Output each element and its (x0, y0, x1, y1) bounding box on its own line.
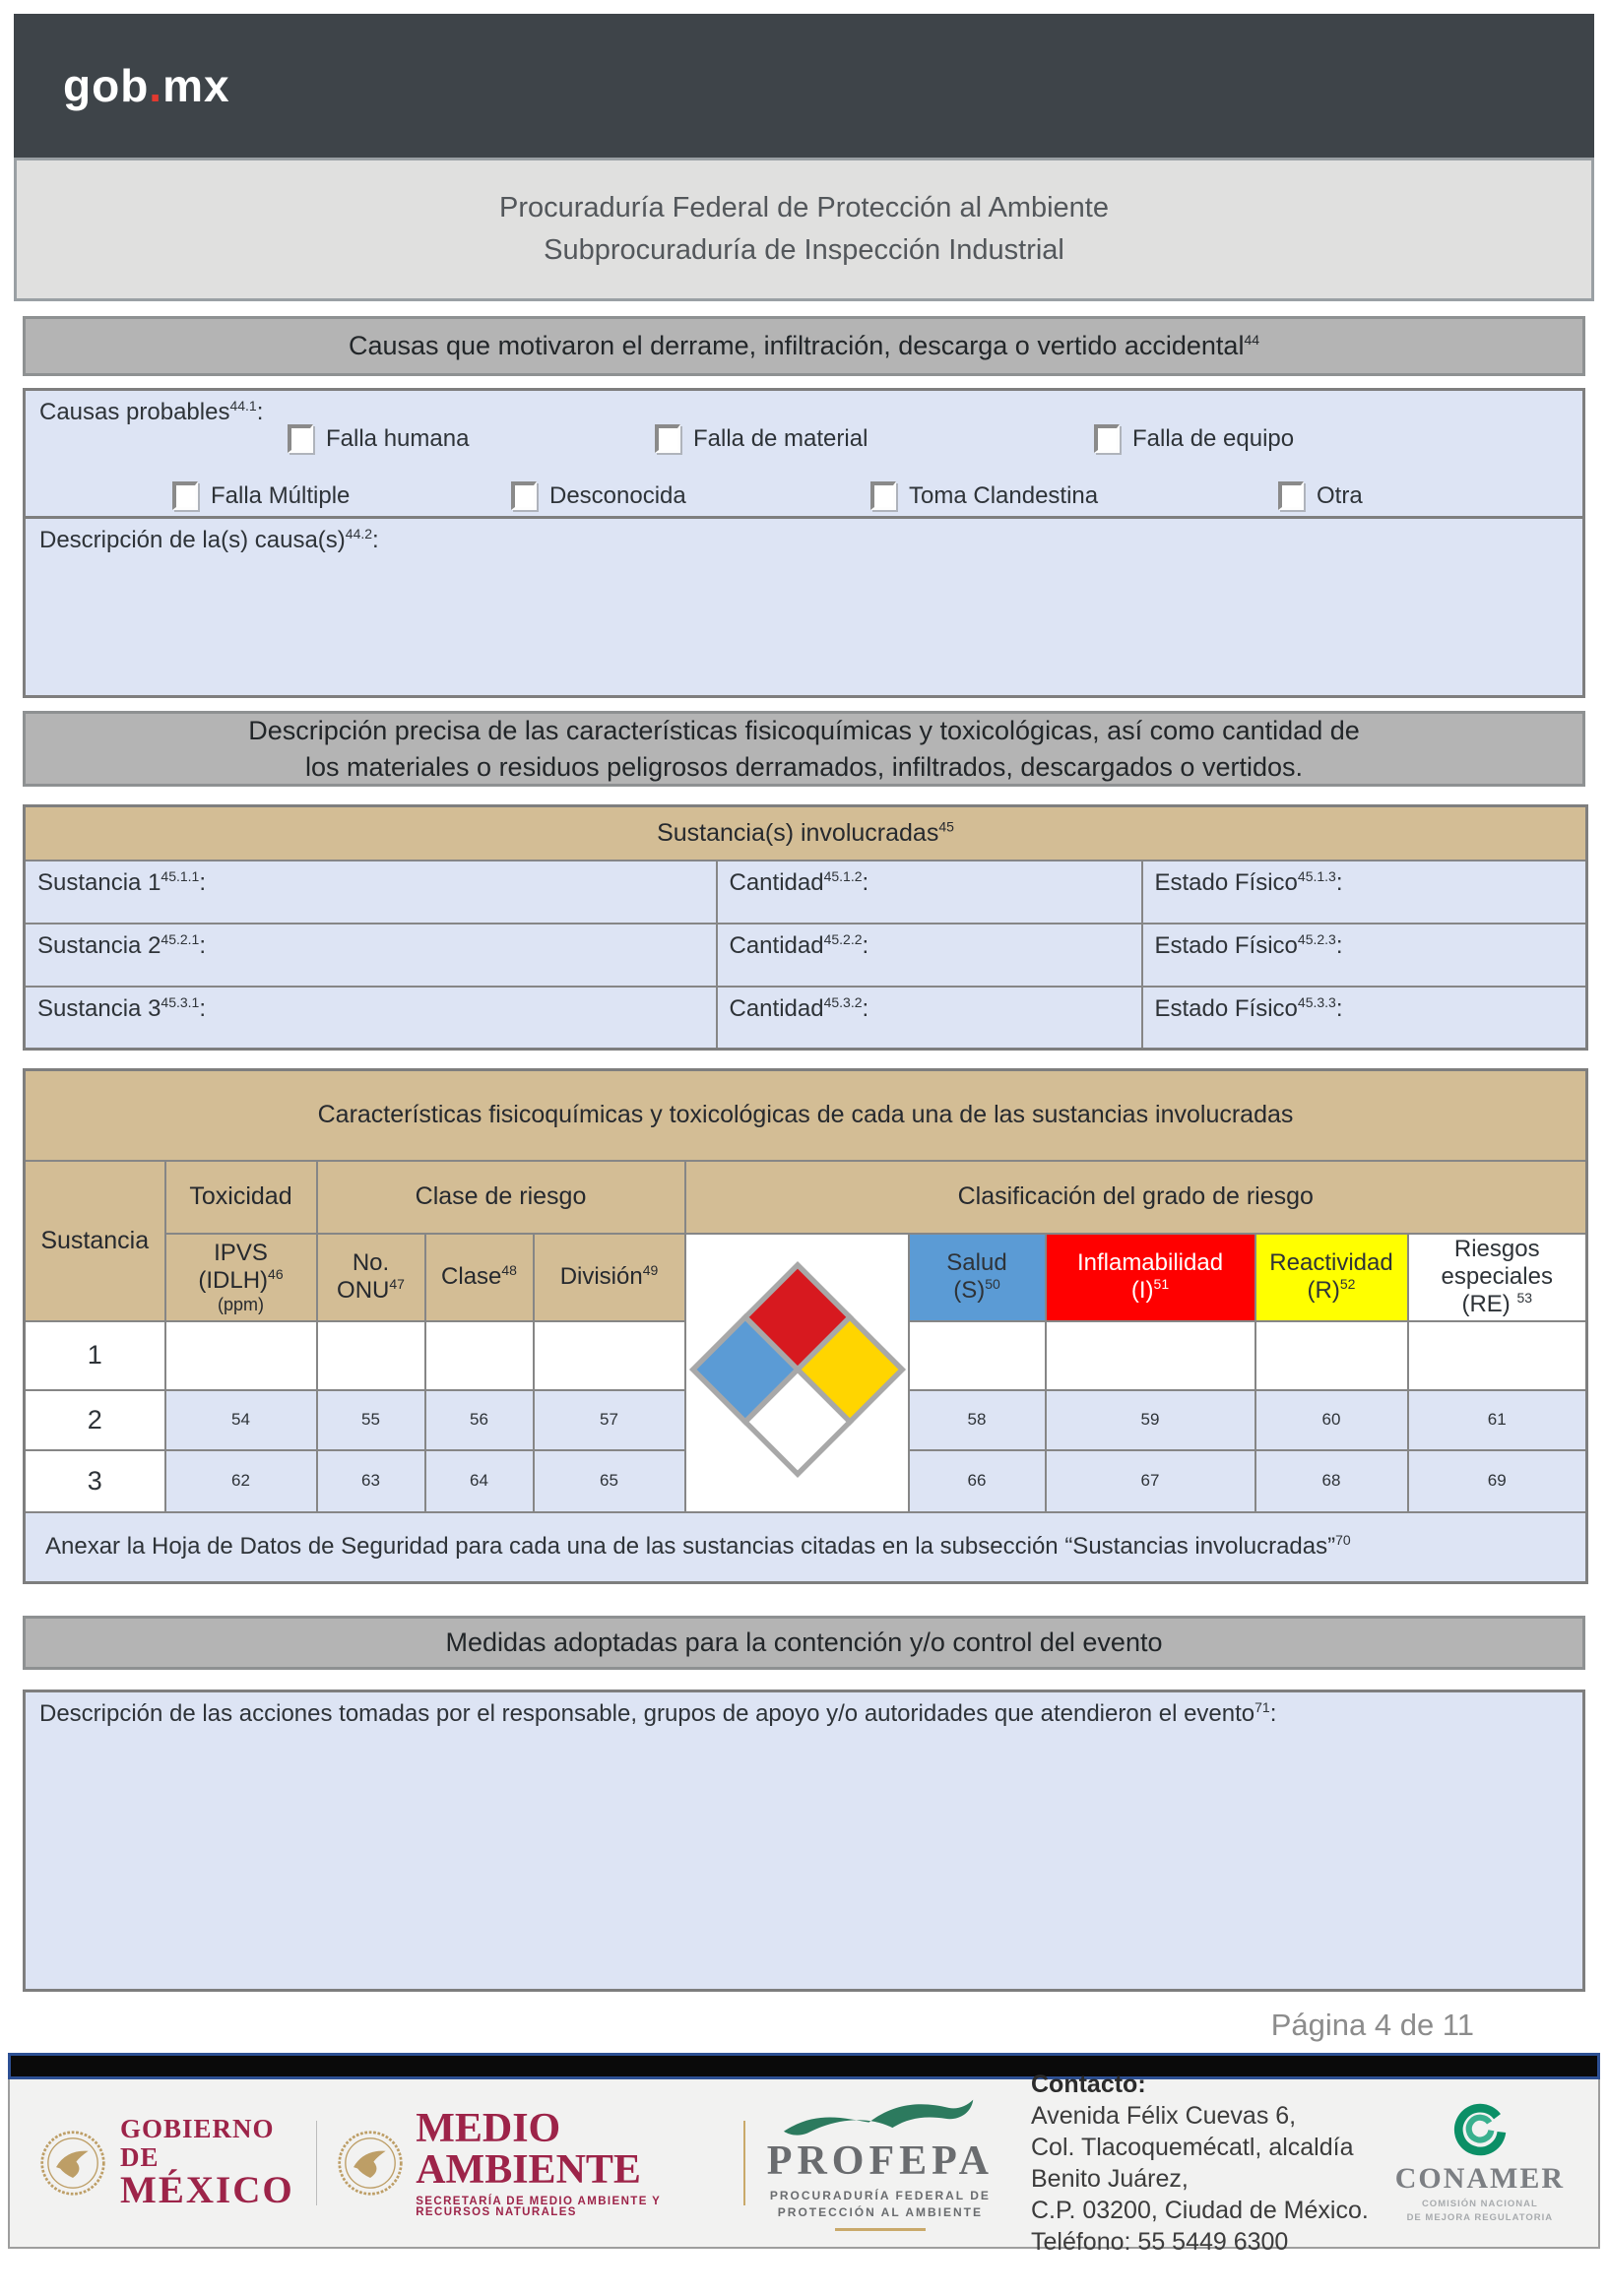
agency-band (14, 158, 1594, 301)
section-title-descripcion-line1: Descripción precisa de las características fisicoquímicas y toxicológicas, así como cantidad de (248, 716, 1360, 746)
row-1-number: 1 (25, 1321, 165, 1390)
header-inflamabilidad: Inflamabilidad $(I)^{51}$ (1046, 1234, 1255, 1321)
header-clase: Clase$^{48}$ (425, 1234, 534, 1321)
header-division: División$^{49}$ (534, 1234, 685, 1321)
desconocida-label: Desconocida (549, 481, 686, 509)
section-title-medidas: Medidas adoptadas para la contención y/o control del evento (445, 1627, 1163, 1658)
profepa-subtitle: PROCURADURÍA FEDERAL DE PROTECCIÓN AL AMBIENTE (769, 2188, 991, 2219)
cantidad-1-field[interactable] (717, 861, 1142, 924)
checkbox-item-falla-de-equipo (1094, 424, 1294, 453)
cause-description-area (26, 519, 1582, 695)
row1-inflamabilidad-field[interactable] (1046, 1321, 1255, 1390)
cantidad-2-field[interactable] (717, 924, 1142, 987)
sustancias-table (23, 804, 1588, 1051)
checkbox-item-otra (1278, 481, 1363, 510)
sustancia-2-field[interactable] (25, 924, 717, 987)
profepa-logo (767, 2095, 994, 2232)
sustancia-1-label: Sustancia $1^{45.1.1}$: (37, 867, 207, 896)
estado-fisico-3-label: Estado Físico$^{45.3.3}$: (1154, 993, 1343, 1022)
row2-salud-field[interactable]: 58 (909, 1390, 1046, 1450)
checkbox-item-desconocida (511, 481, 686, 510)
footer-divider (316, 2121, 317, 2205)
table-row (25, 987, 1587, 1050)
contact-line-3: C.P. 03200, Ciudad de México. (1031, 2197, 1369, 2224)
contact-block (1031, 2069, 1395, 2258)
agency-line-1: Procuraduría Federal de Protección al Ambiente (498, 192, 1109, 223)
section-title-descripcion-line2: los materiales o residuos peligrosos derramados, infiltrados, descargados o vertidos. (304, 751, 1303, 782)
row2-clase-field[interactable]: 56 (425, 1390, 534, 1450)
row-2-number: 2 (25, 1390, 165, 1450)
header-no-onu: No. ONU$^{47}$ (317, 1234, 425, 1321)
probable-causes-label: Causas probables$^{44.1}$: (39, 398, 264, 425)
checkbox-item-toma-clandestina (870, 481, 1098, 510)
header-ipvs: IPVS (IDLH)$^{46}$ (ppm) (165, 1234, 317, 1321)
profepa-underline (835, 2228, 926, 2231)
top-bar (14, 14, 1594, 158)
row1-onu-field[interactable] (317, 1321, 425, 1390)
row-3-number: 3 (25, 1450, 165, 1512)
row3-reactividad-field[interactable]: 68 (1255, 1450, 1408, 1512)
toma-clandestina-checkbox[interactable] (870, 481, 896, 510)
header-toxicidad: Toxicidad (165, 1161, 317, 1234)
checkbox-item-falla-humana (288, 424, 469, 453)
header-reactividad: Reactividad $(R)^{52}$ (1255, 1234, 1408, 1321)
header-riesgos-especiales: Riesgos especiales (RE) $^{53}$ (1408, 1234, 1587, 1321)
gobierno-seal-icon (39, 2118, 106, 2208)
header-sustancia: Sustancia (25, 1161, 165, 1321)
estado-fisico-1-label: Estado Físico$^{45.1.3}$: (1154, 867, 1343, 896)
nfpa-diamond-icon (686, 1258, 909, 1481)
caracteristicas-title: Características fisicoquímicas y toxicológicas de cada una de las sustancias involucradas (25, 1070, 1587, 1161)
estado-fisico-2-field[interactable] (1142, 924, 1587, 987)
header-clasificacion-grado-riesgo: Clasificación del grado de riesgo (685, 1161, 1587, 1234)
header-salud: Salud $(S)^{50}$ (909, 1234, 1046, 1321)
cause-description-label: Descripción de la(s) $causa(s)^{44.2}$: (39, 526, 379, 553)
conamer-logo (1395, 2101, 1565, 2226)
row1-riesgos-field[interactable] (1408, 1321, 1587, 1390)
falla-humana-checkbox[interactable] (288, 424, 313, 453)
sustancia-1-field[interactable] (25, 861, 717, 924)
cause-description-input[interactable] (26, 562, 1582, 695)
row3-onu-field[interactable]: 63 (317, 1450, 425, 1512)
otra-checkbox[interactable] (1278, 481, 1304, 510)
checkbox-item-falla-multiple (172, 481, 350, 510)
nfpa-diamond-cell (685, 1234, 909, 1512)
row3-division-field[interactable]: 65 (534, 1450, 685, 1512)
falla-multiple-checkbox[interactable] (172, 481, 198, 510)
footer (8, 2071, 1600, 2256)
row1-ipvs-field[interactable] (165, 1321, 317, 1390)
row2-reactividad-field[interactable]: 60 (1255, 1390, 1408, 1450)
falla-humana-label: Falla humana (326, 424, 470, 452)
gobmx-logo-dot: . (149, 60, 163, 111)
safety-data-sheet-note: Anexar la Hoja de Datos de Seguridad para cada una de las sustancias citadas en la subsección “Sustancias involucradas”$^{70}$ (25, 1512, 1587, 1583)
sustancias-table-title: Sustancia(s) involucradas$^{45}$ (25, 806, 1587, 861)
row2-ipvs-field[interactable]: 54 (165, 1390, 317, 1450)
row1-reactividad-field[interactable] (1255, 1321, 1408, 1390)
row2-riesgos-field[interactable]: 61 (1408, 1390, 1587, 1450)
contact-line-2: Col. Tlacoquemécatl, alcaldía Benito Juárez, (1031, 2134, 1354, 2193)
otra-label: Otra (1317, 481, 1363, 509)
toma-clandestina-label: Toma Clandestina (909, 481, 1099, 509)
falla-de-material-checkbox[interactable] (655, 424, 680, 453)
cantidad-3-label: Cantidad$^{45.3.2}$: (729, 993, 869, 1022)
table-row (25, 861, 1587, 924)
estado-fisico-1-field[interactable] (1142, 861, 1587, 924)
desconocida-checkbox[interactable] (511, 481, 537, 510)
estado-fisico-2-label: Estado Físico$^{45.2.3}$: (1154, 930, 1343, 959)
table-row (25, 1161, 1587, 1234)
header-clase-de-riesgo: Clase de riesgo (317, 1161, 685, 1234)
gobmx-logo-mx: mx (162, 60, 230, 111)
page-number: Página 4 de 11 (1270, 2008, 1474, 2042)
gobierno-de-mexico-logo (120, 2115, 294, 2211)
caracteristicas-table (23, 1068, 1588, 1584)
row2-division-field[interactable]: 57 (534, 1390, 685, 1450)
row3-clase-field[interactable]: 64 (425, 1450, 534, 1512)
estado-fisico-3-field[interactable] (1142, 987, 1587, 1050)
row2-onu-field[interactable]: 55 (317, 1390, 425, 1450)
row3-ipvs-field[interactable]: 62 (165, 1450, 317, 1512)
row1-clase-field[interactable] (425, 1321, 534, 1390)
measures-description-label: Descripción de las acciones tomadas por el responsable, grupos de apoyo y/o autoridades que atendieron el evento$^{71}$: (39, 1699, 1277, 1727)
falla-multiple-label: Falla Múltiple (211, 481, 351, 509)
probable-causes-area (26, 391, 1582, 519)
contact-line-1: Avenida Félix Cuevas 6, (1031, 2102, 1297, 2130)
contact-heading: Contacto: (1031, 2071, 1146, 2098)
medio-ambiente-logo (416, 2105, 719, 2219)
row3-inflamabilidad-field[interactable]: 67 (1046, 1450, 1255, 1512)
section-title-causas: Causas que motivaron el derrame, infiltración, descarga o vertido accidental$^{44}$ (348, 331, 1260, 361)
profepa-eagle-wave-icon (779, 2095, 981, 2140)
table-row (25, 1234, 1587, 1321)
contact-line-4: Teléfono: 55 5449 6300 (1031, 2228, 1289, 2256)
semarnat-seal-icon (337, 2118, 404, 2208)
profepa-title: PROFEPA (766, 2137, 994, 2184)
medio-ambiente-subtitle: SECRETARÍA DE MEDIO AMBIENTE Y RECURSOS NATURALES (416, 2195, 662, 2218)
table-row (25, 1512, 1587, 1583)
section-bar-descripcion (23, 711, 1585, 787)
agency-line-2: Subprocuraduría de Inspección Industrial (544, 234, 1064, 266)
row3-salud-field[interactable]: 66 (909, 1450, 1046, 1512)
table-row (25, 1070, 1587, 1161)
sustancia-3-label: Sustancia $3^{45.3.1}$: (37, 993, 207, 1022)
row2-inflamabilidad-field[interactable]: 59 (1046, 1390, 1255, 1450)
gobmx-logo (14, 59, 230, 112)
section-bar-causas (23, 316, 1585, 376)
checkbox-item-falla-de-material (655, 424, 868, 453)
table-row (25, 806, 1587, 861)
medio-ambiente-title: MEDIO AMBIENTE (416, 2105, 641, 2193)
cantidad-2-label: Cantidad$^{45.2.2}$: (729, 930, 869, 959)
row3-riesgos-field[interactable]: 69 (1408, 1450, 1587, 1512)
sustancia-3-field[interactable] (25, 987, 717, 1050)
gobierno-line-1: GOBIERNO DE (120, 2114, 275, 2172)
row1-division-field[interactable] (534, 1321, 685, 1390)
falla-de-equipo-label: Falla de equipo (1132, 424, 1295, 452)
measures-box (23, 1690, 1585, 1992)
footer-gold-divider (743, 2121, 745, 2205)
conamer-subtitle: COMISIÓN NACIONAL DE MEJORA REGULATORIA (1406, 2198, 1554, 2223)
conamer-icon (1452, 2101, 1508, 2156)
causes-box (23, 388, 1585, 698)
table-row (25, 924, 1587, 987)
conamer-title: CONAMER (1394, 2161, 1566, 2195)
sustancia-2-label: Sustancia $2^{45.2.1}$: (37, 930, 207, 959)
falla-de-equipo-checkbox[interactable] (1094, 424, 1120, 453)
cantidad-3-field[interactable] (717, 987, 1142, 1050)
cantidad-1-label: Cantidad$^{45.1.2}$: (729, 867, 869, 896)
gobmx-logo-gob: gob (63, 60, 150, 111)
gobierno-line-2: MÉXICO (120, 2168, 294, 2211)
falla-de-material-label: Falla de material (693, 424, 868, 452)
section-bar-medidas (23, 1616, 1585, 1670)
row1-salud-field[interactable] (909, 1321, 1046, 1390)
measures-description-input[interactable] (26, 1736, 1582, 1989)
